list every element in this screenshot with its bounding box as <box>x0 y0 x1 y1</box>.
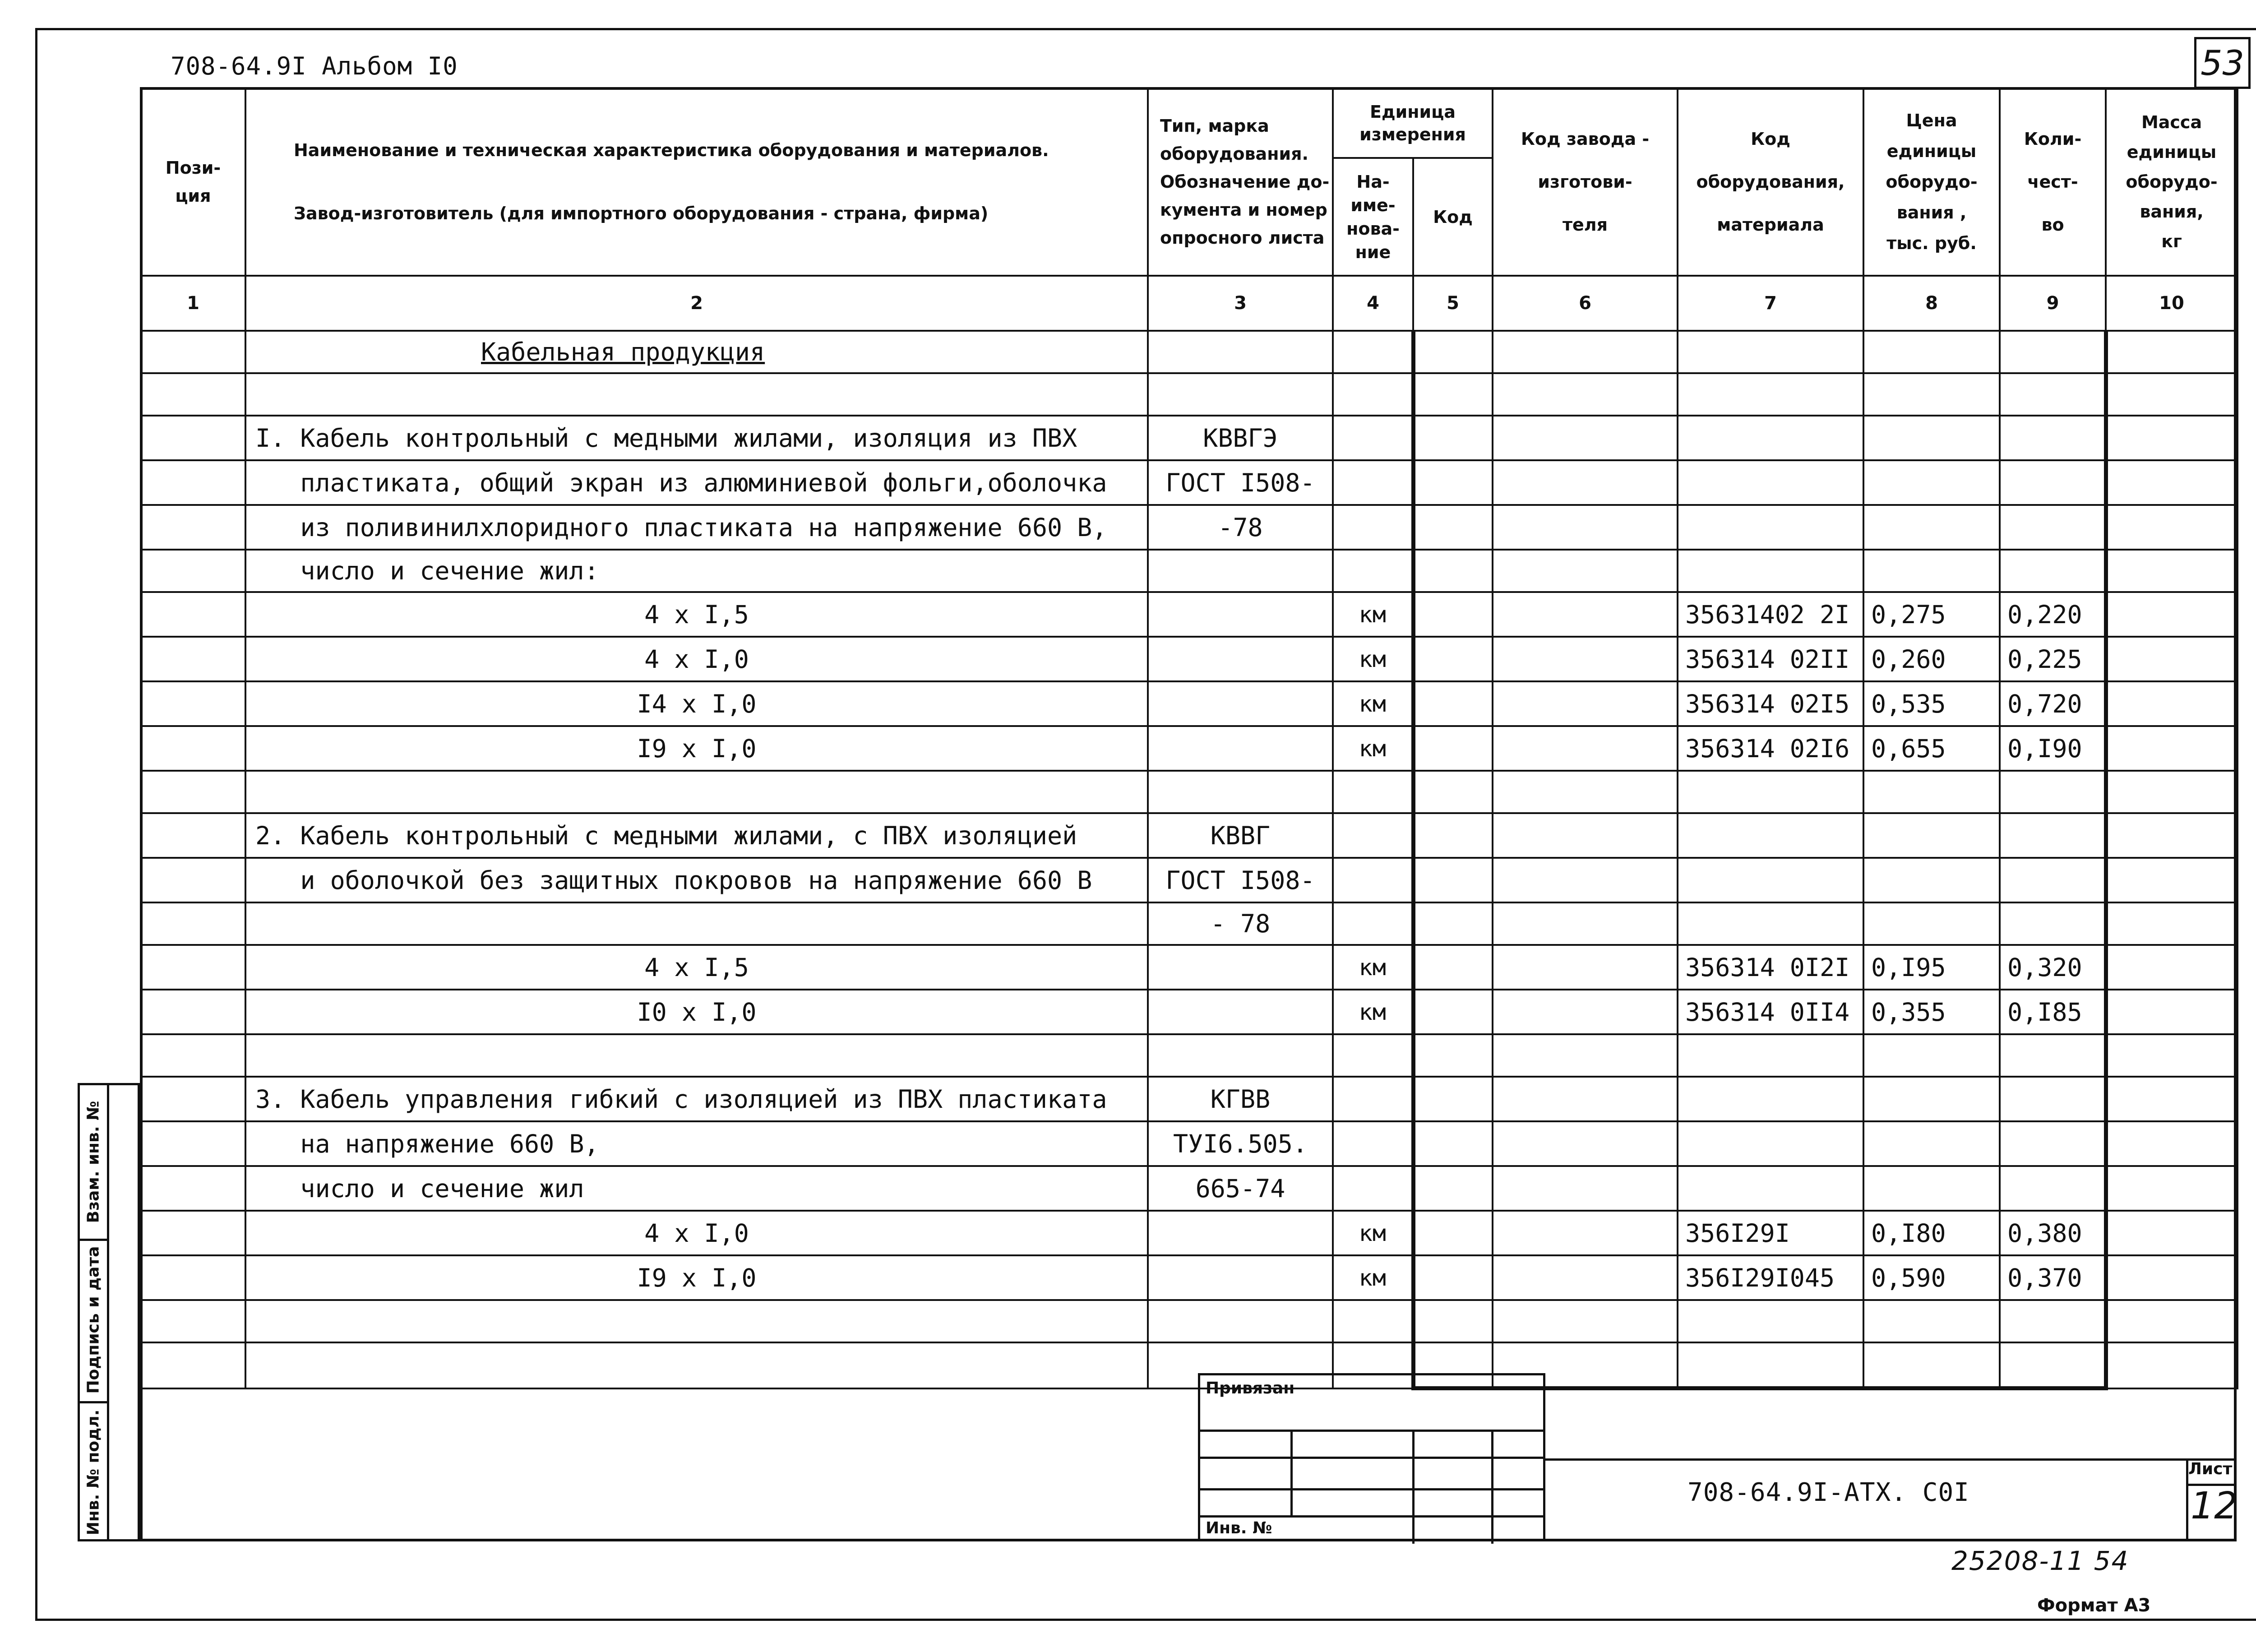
page-number: 53 <box>2194 37 2251 89</box>
cell-description: число и сечение жил <box>245 1166 1148 1211</box>
cell-description: 4 x I,0 <box>245 637 1148 681</box>
cell-price: 0,275 <box>1863 592 2000 637</box>
cell-quantity: 0,320 <box>2000 945 2106 990</box>
column-number: 7 <box>1678 276 1863 331</box>
cell-quantity: 0,I90 <box>2000 726 2106 771</box>
column-number: 6 <box>1493 276 1678 331</box>
column-number: 9 <box>2000 276 2106 331</box>
cell-description: I9 x I,0 <box>245 726 1148 771</box>
side-stamp-signature-date: Подпись и дата <box>80 1239 107 1403</box>
cell-description: 3. Кабель управления гибкий с изоляцией из ПВХ пластиката <box>245 1077 1148 1121</box>
cell-description: 4 x I,5 <box>245 592 1148 637</box>
binding-label: Привязан <box>1206 1379 1295 1397</box>
cell-description: 4 x I,5 <box>245 945 1148 990</box>
cell-description: на напряжение 660 В, <box>245 1121 1148 1166</box>
cell-description: I. Кабель контрольный с медными жилами, изоляция из ПВХ <box>245 416 1148 460</box>
header-mass: Масса единицы оборудо- вания, кг <box>2106 88 2238 276</box>
album-title: 708-64.9I Альбом I0 <box>171 52 458 80</box>
cell-type: -78 <box>1148 505 1333 550</box>
header-quantity: Коли- чест- во <box>2000 88 2106 276</box>
cell-price: 0,355 <box>1863 990 2000 1034</box>
cell-equipment-code: 356314 02I6 <box>1678 726 1863 771</box>
cell-unit: км <box>1333 945 1413 990</box>
side-stamp <box>78 1083 140 1541</box>
column-number: 1 <box>141 276 245 331</box>
header-position: Пози- ция <box>141 88 245 276</box>
cell-price: 0,I95 <box>1863 945 2000 990</box>
binding-stamp <box>1198 1373 1545 1541</box>
cell-unit: км <box>1333 1255 1413 1300</box>
column-number: 10 <box>2106 276 2238 331</box>
cell-description: из поливинилхлоридного пластиката на напряжение 660 В, <box>245 505 1148 550</box>
cell-description: и оболочкой без защитных покровов на напряжение 660 В <box>245 858 1148 902</box>
sheet-number: 12 <box>2191 1485 2238 1527</box>
header-unit-code: Код <box>1413 158 1493 276</box>
cell-type: 665-74 <box>1148 1166 1333 1211</box>
cell-price: 0,590 <box>1863 1255 2000 1300</box>
cell-type: ГОСТ I508- <box>1148 858 1333 902</box>
cell-quantity: 0,380 <box>2000 1211 2106 1255</box>
cell-price: 0,535 <box>1863 681 2000 726</box>
column-number: 5 <box>1413 276 1493 331</box>
cell-unit: км <box>1333 681 1413 726</box>
header-type: Тип, марка оборудования. Обозначение до- кумента и номер опросного листа <box>1148 88 1333 276</box>
cell-equipment-code: 356314 0II4 <box>1678 990 1863 1034</box>
format-label: Формат А3 <box>2037 1595 2151 1616</box>
header-price: Цена единицы оборудо- вания , тыс. руб. <box>1863 88 2000 276</box>
header-unit-group: Единица измерения <box>1333 88 1493 158</box>
side-stamp-original-inv: Инв. № подл. <box>84 1409 103 1536</box>
cell-equipment-code: 356I29I045 <box>1678 1255 1863 1300</box>
cell-unit: км <box>1333 726 1413 771</box>
cell-description: число и сечение жил: <box>245 550 1148 592</box>
cell-quantity: 0,I85 <box>2000 990 2106 1034</box>
header-name: Наименование и техническая характеристика оборудования и материалов. Завод-изготовитель (для импортного оборудования - страна, фирма) <box>245 88 1148 276</box>
cell-type: КВВГЭ <box>1148 416 1333 460</box>
cell-unit: км <box>1333 1211 1413 1255</box>
header-equipment-code: Код оборудования, материала <box>1678 88 1863 276</box>
cell-description: 2. Кабель контрольный с медными жилами, с ПВХ изоляцией <box>245 813 1148 858</box>
sheet-label: Лист <box>2188 1460 2233 1478</box>
cell-description: пластиката, общий экран из алюминиевой фольги,оболочка <box>245 460 1148 505</box>
cell-equipment-code: 356I29I <box>1678 1211 1863 1255</box>
cell-quantity: 0,370 <box>2000 1255 2106 1300</box>
header-factory-code: Код завода - изготови- теля <box>1493 88 1678 276</box>
cell-type: ТУI6.505. <box>1148 1121 1333 1166</box>
cell-price: 0,655 <box>1863 726 2000 771</box>
side-stamp-replace-inv: Взам. инв. № <box>80 1085 107 1241</box>
inventory-label: Инв. № <box>1206 1519 1272 1537</box>
cell-unit: км <box>1333 990 1413 1034</box>
cell-description: I4 x I,0 <box>245 681 1148 726</box>
cell-type: КВВГ <box>1148 813 1333 858</box>
column-number: 4 <box>1333 276 1413 331</box>
cell-unit: км <box>1333 637 1413 681</box>
cell-equipment-code: 356314 02I5 <box>1678 681 1863 726</box>
cell-equipment-code: 35631402 2I <box>1678 592 1863 637</box>
column-number: 3 <box>1148 276 1333 331</box>
header-unit-name: На- име- нова- ние <box>1333 158 1413 276</box>
inventory-number: 25208-11 54 <box>1951 1546 2129 1576</box>
cell-description: I9 x I,0 <box>245 1255 1148 1300</box>
cell-equipment-code: 356314 0I2I <box>1678 945 1863 990</box>
cell-equipment-code: 356314 02II <box>1678 637 1863 681</box>
cell-type: - 78 <box>1148 902 1333 945</box>
cell-type: ГОСТ I508- <box>1148 460 1333 505</box>
document-code: 708-64.9I-АТХ. С0I <box>1687 1478 1969 1507</box>
cell-description: I0 x I,0 <box>245 990 1148 1034</box>
cell-price: 0,260 <box>1863 637 2000 681</box>
column-number: 8 <box>1863 276 2000 331</box>
cell-price: 0,I80 <box>1863 1211 2000 1255</box>
cell-quantity: 0,720 <box>2000 681 2106 726</box>
column-number: 2 <box>245 276 1148 331</box>
cell-description: 4 x I,0 <box>245 1211 1148 1255</box>
cell-unit: км <box>1333 592 1413 637</box>
cell-quantity: 0,225 <box>2000 637 2106 681</box>
cell-type: КГВВ <box>1148 1077 1333 1121</box>
main-frame <box>140 87 2237 1541</box>
cell-description: Кабельная продукция <box>245 331 1148 373</box>
cell-quantity: 0,220 <box>2000 592 2106 637</box>
